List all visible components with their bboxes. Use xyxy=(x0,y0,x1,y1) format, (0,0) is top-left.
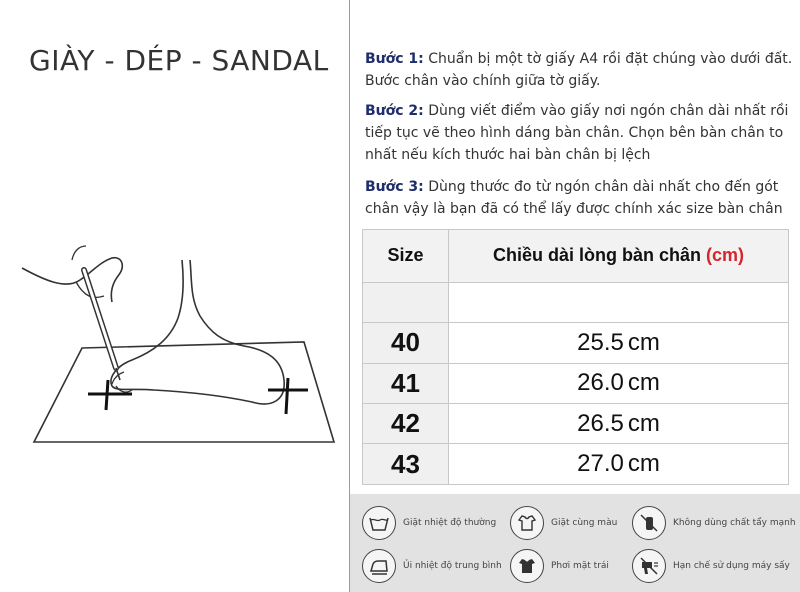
length-cell xyxy=(449,444,789,485)
length-cell xyxy=(449,363,789,403)
care-item xyxy=(632,506,796,540)
dry-in-shade-icon xyxy=(510,549,544,583)
size-cell: 40 xyxy=(363,323,449,363)
no-bleach-icon xyxy=(632,506,666,540)
size-cell: 42 xyxy=(363,404,449,444)
size-cell: 41 xyxy=(363,363,449,403)
length-cell xyxy=(449,323,789,363)
length-value: 25.5 xyxy=(577,328,624,356)
care-label: Giặt nhiệt độ thường xyxy=(403,518,497,528)
step-2-text: Dùng viết điểm vào giấy nơi ngón chân dài nhất rồi tiếp tục vẽ theo hình dáng bàn chân. Chọn bên bàn chân to nhất nếu kích thước hai bàn chân bị lệch xyxy=(365,103,789,163)
length-unit: cm xyxy=(627,450,660,478)
iron-medium-icon xyxy=(362,549,396,583)
blank-length-cell xyxy=(449,282,789,322)
table-row-blank xyxy=(363,282,789,322)
table-row xyxy=(363,363,789,403)
table-row xyxy=(363,323,789,363)
step-1 xyxy=(365,48,800,92)
care-label: Không dùng chất tẩy mạnh xyxy=(673,518,796,528)
header-unit: (cm) xyxy=(706,245,745,266)
size-cell: 43 xyxy=(363,444,449,485)
length-value: 26.5 xyxy=(577,409,624,437)
step-3-label: Bước 3: xyxy=(365,179,424,195)
care-instructions xyxy=(350,494,800,592)
step-1-label: Bước 1: xyxy=(365,51,424,67)
wash-normal-icon xyxy=(362,506,396,540)
care-label: Ủi nhiệt độ trung bình xyxy=(403,561,502,571)
care-item xyxy=(510,506,617,540)
care-item xyxy=(632,549,790,583)
care-label: Hạn chế sử dụng máy sấy xyxy=(673,561,790,571)
header-length xyxy=(449,230,789,283)
blank-size-cell xyxy=(363,282,449,322)
foot-measuring-illustration xyxy=(14,240,344,460)
size-table xyxy=(362,229,789,485)
care-item xyxy=(510,549,609,583)
step-3-text: Dùng thước đo từ ngón chân dài nhất cho đến gót chân vậy là bạn đã có thể lấy được chính xác size bàn chân xyxy=(365,179,783,217)
size-table-header xyxy=(363,230,789,283)
table-row xyxy=(363,444,789,485)
care-label: Giặt cùng màu xyxy=(551,518,618,528)
step-2-label: Bước 2: xyxy=(365,103,424,119)
no-dryer-icon xyxy=(632,549,666,583)
header-length-text: Chiều dài lòng bàn chân xyxy=(492,245,706,266)
page-title: GIÀY - DÉP - SANDAL xyxy=(29,44,329,77)
length-unit: cm xyxy=(627,328,660,356)
care-label: Phơi mặt trái xyxy=(551,561,609,571)
care-item xyxy=(362,549,502,583)
length-unit: cm xyxy=(627,409,660,437)
length-cell xyxy=(449,404,789,444)
table-row xyxy=(363,404,789,444)
left-panel xyxy=(0,0,349,592)
wash-same-color-icon xyxy=(510,506,544,540)
length-unit: cm xyxy=(627,369,660,397)
header-size: Size xyxy=(363,230,449,283)
step-2 xyxy=(365,100,800,166)
step-1-text: Chuẩn bị một tờ giấy A4 rồi đặt chúng vào dưới đất. Bước chân vào chính giữa tờ giấy. xyxy=(365,51,793,89)
care-item xyxy=(362,506,496,540)
length-value: 26.0 xyxy=(577,369,624,397)
step-3 xyxy=(365,176,800,220)
length-value: 27.0 xyxy=(577,450,624,478)
